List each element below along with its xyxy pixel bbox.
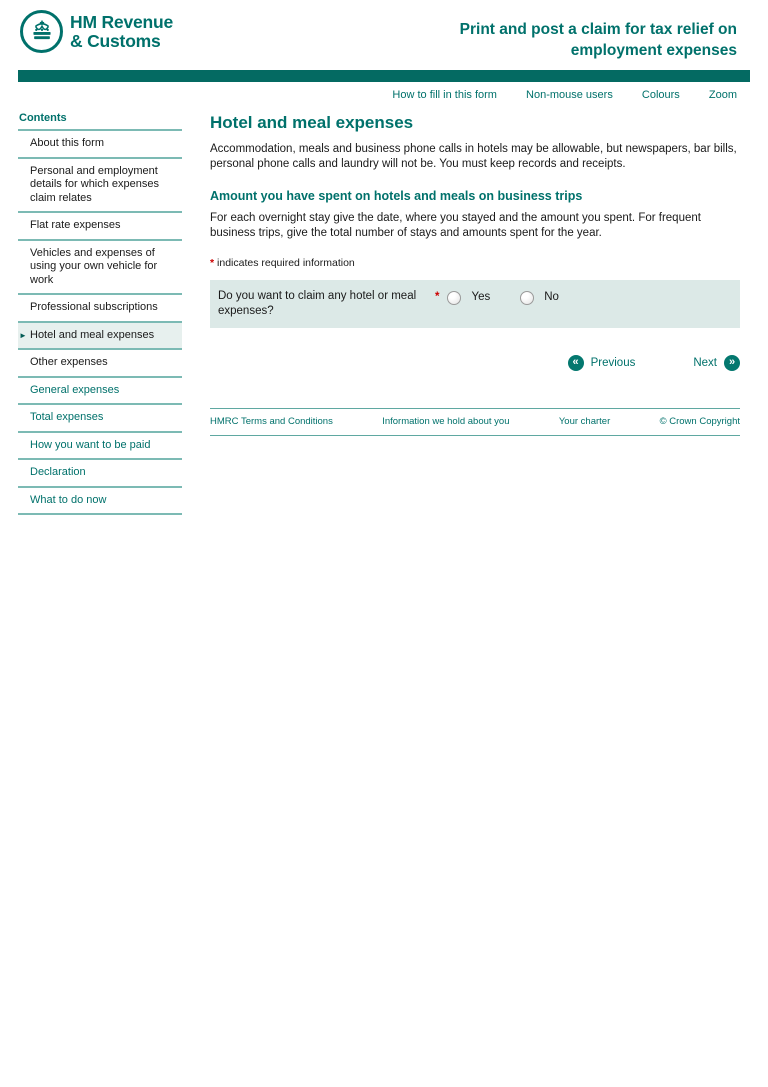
footer-crown-copyright-link[interactable]: © Crown Copyright — [659, 416, 740, 427]
sidebar-item-label: Hotel and meal expenses — [30, 328, 155, 341]
yes-radio-button[interactable] — [447, 291, 461, 305]
nav-non-mouse-users-link[interactable]: Non-mouse users — [526, 89, 613, 101]
page-footer — [210, 408, 740, 436]
next-icon: » — [724, 355, 740, 371]
pager — [210, 355, 740, 371]
page-header — [0, 0, 768, 61]
sidebar-item-what-to-do-now[interactable]: What to do now — [18, 488, 182, 516]
hotel-meal-question-row — [210, 280, 740, 328]
sidebar-item-professional-subscriptions[interactable]: Professional subscriptions — [18, 295, 182, 323]
sidebar-item-how-you-want-to-be-paid[interactable]: How you want to be paid — [18, 433, 182, 461]
next-button-label: Next — [693, 356, 717, 369]
sidebar-item-personal-employment-details[interactable]: Personal and employment details for which expenses claim relates — [18, 159, 182, 214]
sidebar-item-vehicles-expenses[interactable]: Vehicles and expenses of using your own vehicle for work — [18, 241, 182, 296]
required-star-icon: * — [210, 257, 215, 269]
previous-button[interactable] — [568, 355, 636, 371]
logo-line-2: & Customs — [70, 30, 161, 51]
required-note-text: indicates required information — [217, 257, 355, 269]
nav-zoom-link[interactable]: Zoom — [708, 89, 737, 101]
utility-nav — [0, 89, 737, 101]
current-item-arrow-icon: ► — [19, 330, 27, 340]
question-controls — [435, 289, 559, 305]
main-content — [210, 110, 740, 436]
required-star-icon: * — [435, 291, 440, 303]
previous-button-label: Previous — [590, 356, 636, 369]
required-information-note — [210, 256, 740, 271]
sidebar-item-about-this-form[interactable]: About this form — [18, 131, 182, 159]
sidebar-item-other-expenses[interactable]: Other expenses — [18, 350, 182, 378]
footer-terms-link[interactable]: HMRC Terms and Conditions — [210, 416, 333, 427]
contents-heading: Contents — [18, 110, 182, 131]
logo-line-1: HM Revenue — [70, 11, 174, 32]
nav-how-to-fill-link[interactable]: How to fill in this form — [392, 89, 497, 101]
footer-your-charter-link[interactable]: Your charter — [558, 416, 611, 427]
yes-radio-label: Yes — [471, 291, 491, 303]
nav-colours-link[interactable]: Colours — [641, 89, 680, 101]
page-title-line-1: Print and post a claim for tax relief on — [459, 21, 737, 38]
intro-paragraph: Accommodation, meals and business phone calls in hotels may be allowable, but newspapers, bar bills, personal phone calls and laundry will not be. You must keep records and receipts. — [210, 143, 737, 170]
next-button[interactable] — [693, 355, 740, 371]
contents-sidebar — [18, 110, 182, 515]
sidebar-item-hotel-meal-expenses-current[interactable] — [18, 323, 182, 351]
sidebar-item-total-expenses[interactable]: Total expenses — [18, 405, 182, 433]
page-title-line-2: employment expenses — [570, 42, 737, 59]
question-label: Do you want to claim any hotel or meal expenses? — [218, 290, 417, 317]
header-divider-bar — [18, 70, 750, 82]
crown-icon — [20, 10, 63, 53]
sidebar-item-flat-rate-expenses[interactable]: Flat rate expenses — [18, 213, 182, 241]
hmrc-logo-text — [70, 13, 173, 51]
subsection-title: Amount you have spent on hotels and meals on business trips — [210, 189, 583, 203]
no-radio-label: No — [544, 291, 559, 303]
subsection-paragraph: For each overnight stay give the date, where you stayed and the amount you spent. For frequent business trips, give the total number of stays and amounts spent for the year. — [210, 212, 701, 239]
footer-information-link[interactable]: Information we hold about you — [382, 416, 510, 427]
no-radio-button[interactable] — [520, 291, 534, 305]
sidebar-item-general-expenses[interactable]: General expenses — [18, 378, 182, 406]
section-title: Hotel and meal expenses — [210, 113, 414, 132]
sidebar-item-declaration[interactable]: Declaration — [18, 460, 182, 488]
hmrc-logo — [20, 10, 173, 53]
previous-icon: « — [568, 355, 584, 371]
page-title — [460, 19, 737, 61]
